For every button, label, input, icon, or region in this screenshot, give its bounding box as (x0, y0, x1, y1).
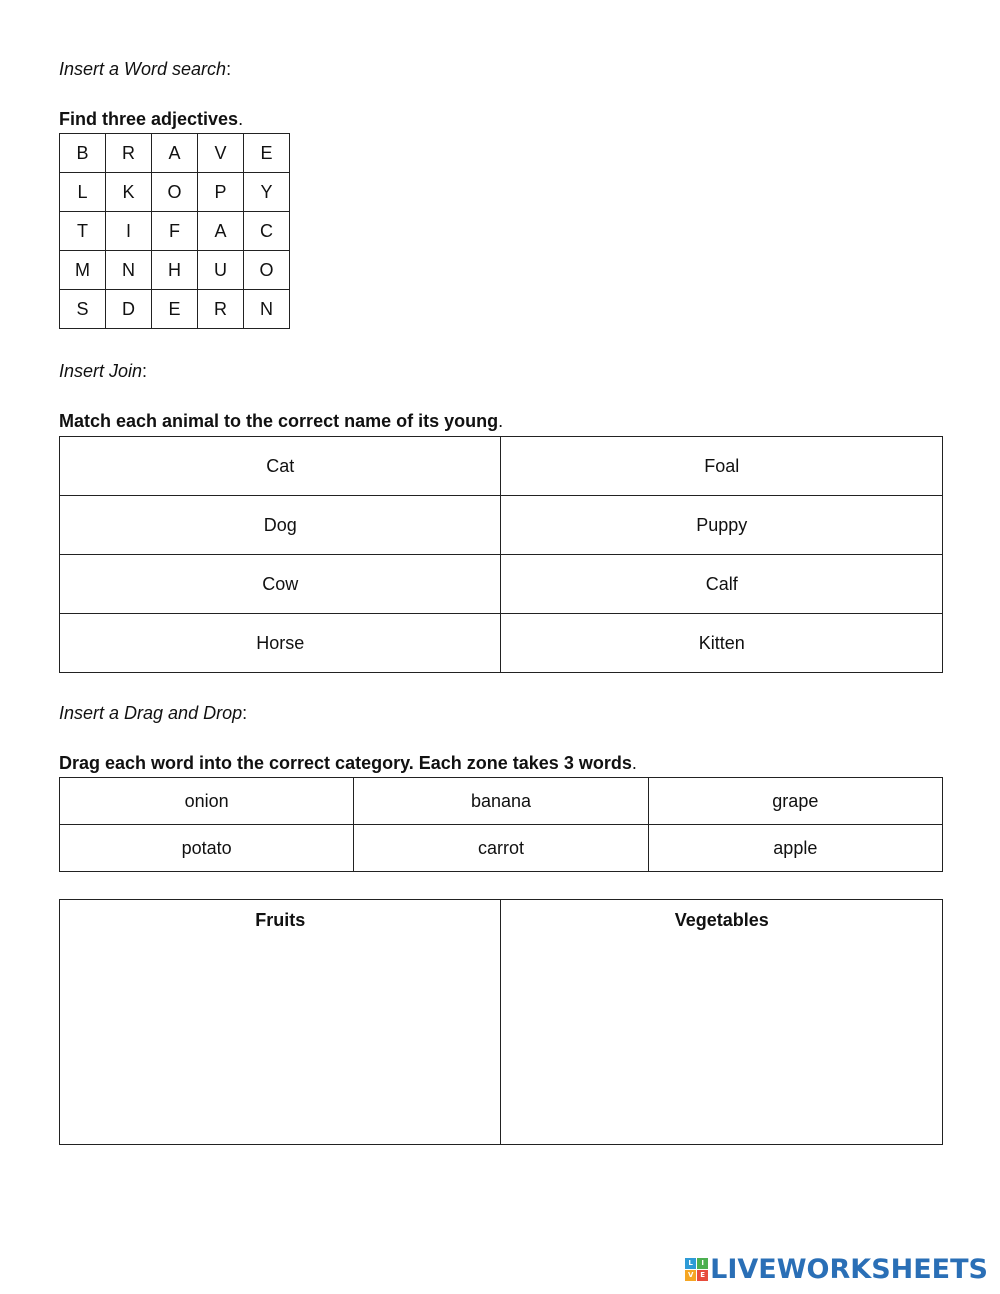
word-search-cell[interactable]: O (244, 251, 290, 290)
draggable-word[interactable]: banana (354, 778, 648, 825)
join-young-item[interactable]: Foal (501, 437, 943, 496)
word-search-section-label: Insert a Word search: (59, 59, 232, 79)
drop-zone-fruits[interactable] (60, 900, 501, 1145)
join-row (60, 437, 943, 496)
join-animal-item[interactable]: Cow (60, 555, 501, 614)
logo-block: I (697, 1258, 708, 1269)
drag-drop-instruction: Drag each word into the correct category. Each zone takes 3 words. (59, 753, 637, 773)
join-animal-item[interactable]: Horse (60, 614, 501, 673)
drop-zone-label: Vegetables (674, 910, 769, 930)
word-search-instruction: Find three adjectives. (59, 109, 244, 129)
word-search-grid (59, 133, 290, 329)
draggable-word[interactable]: potato (60, 825, 354, 872)
drop-zone-vegetables[interactable] (501, 900, 943, 1145)
word-search-cell[interactable]: O (152, 173, 198, 212)
word-search-cell[interactable]: U (198, 251, 244, 290)
word-search-cell[interactable]: H (152, 251, 198, 290)
word-search-cell[interactable]: A (152, 134, 198, 173)
word-search-cell[interactable]: K (106, 173, 152, 212)
join-instruction: Match each animal to the correct name of its young. (59, 411, 504, 431)
logo-block: V (685, 1270, 696, 1281)
word-search-cell[interactable]: B (60, 134, 106, 173)
word-search-cell[interactable]: F (152, 212, 198, 251)
word-search-cell[interactable]: A (198, 212, 244, 251)
logo-block: E (697, 1270, 708, 1281)
word-search-cell[interactable]: P (198, 173, 244, 212)
word-search-cell[interactable]: C (244, 212, 290, 251)
word-search-cell[interactable]: L (60, 173, 106, 212)
word-search-cell[interactable]: N (244, 290, 290, 329)
word-search-cell[interactable]: V (198, 134, 244, 173)
draggable-word[interactable]: onion (60, 778, 354, 825)
join-row (60, 555, 943, 614)
word-search-cell[interactable]: D (106, 290, 152, 329)
drop-zone-label: Fruits (255, 910, 306, 930)
logo-blocks-icon (685, 1258, 708, 1281)
word-search-cell[interactable]: M (60, 251, 106, 290)
logo-block: L (685, 1258, 696, 1269)
join-animal-item[interactable]: Dog (60, 496, 501, 555)
logo-text: LIVEWORKSHEETS (710, 1253, 988, 1285)
word-search-cell[interactable]: E (152, 290, 198, 329)
join-row (60, 496, 943, 555)
join-table (59, 436, 943, 673)
word-search-cell[interactable]: N (106, 251, 152, 290)
join-row (60, 614, 943, 673)
drag-drop-section-label: Insert a Drag and Drop: (59, 703, 248, 723)
word-search-cell[interactable]: E (244, 134, 290, 173)
word-search-cell[interactable]: I (106, 212, 152, 251)
join-section-label: Insert Join: (59, 361, 148, 381)
word-search-cell[interactable]: R (198, 290, 244, 329)
join-young-item[interactable]: Puppy (501, 496, 943, 555)
join-young-item[interactable]: Calf (501, 555, 943, 614)
word-search-cell[interactable]: Y (244, 173, 290, 212)
join-animal-item[interactable]: Cat (60, 437, 501, 496)
word-search-cell[interactable]: S (60, 290, 106, 329)
draggable-word[interactable]: carrot (354, 825, 648, 872)
word-search-cell[interactable]: R (106, 134, 152, 173)
drop-zones-table (59, 899, 943, 1145)
word-search-cell[interactable]: T (60, 212, 106, 251)
drag-words-table (59, 777, 943, 872)
draggable-word[interactable]: grape (648, 778, 942, 825)
draggable-word[interactable]: apple (648, 825, 942, 872)
liveworksheets-logo (685, 1254, 988, 1284)
join-young-item[interactable]: Kitten (501, 614, 943, 673)
